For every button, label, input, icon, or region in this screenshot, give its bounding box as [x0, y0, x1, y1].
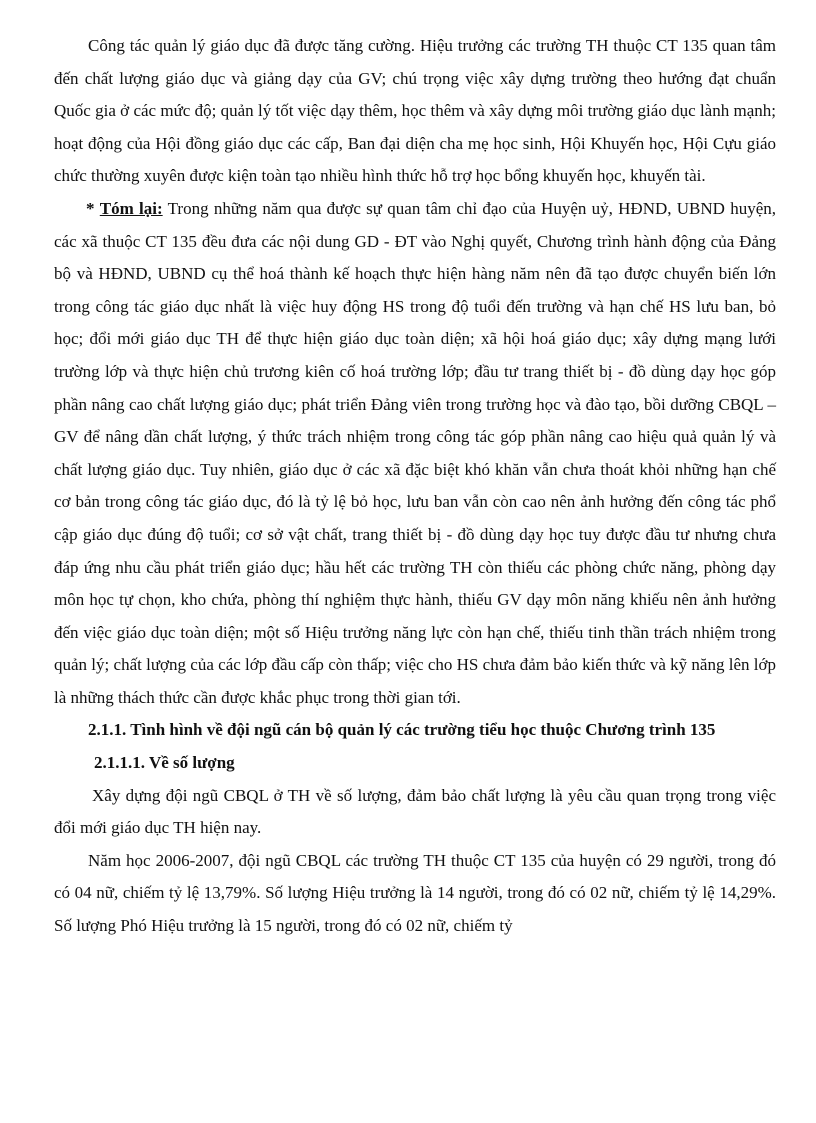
paragraph-summary	[54, 193, 776, 715]
summary-asterisk: *	[86, 198, 95, 218]
summary-lead: Tóm lại:	[99, 198, 163, 218]
paragraph-management: Công tác quản lý giáo dục đã được tăng cường. Hiệu trưởng các trường TH thuộc CT 135 quan tâm đến chất lượng giáo dục và giảng dạy của GV; chú trọng việc xây dựng trường theo hướng đạt chuẩn Quốc gia ở các mức độ; quản lý tốt việc dạy thêm, học thêm và xây dựng môi trường giáo dục lành mạnh; hoạt động của Hội đồng giáo dục các cấp, Ban đại diện cha mẹ học sinh, Hội Khuyến học, Hội Cựu giáo chức thường xuyên được kiện toàn tạo nhiều hình thức hỗ trợ học bổng khuyến học, khuyến tài.	[54, 36, 776, 186]
section-heading-2-1-1: 2.1.1. Tình hình về đội ngũ cán bộ quản lý các trường tiểu học thuộc Chương trình 135	[88, 720, 716, 740]
document-page	[54, 30, 776, 943]
summary-body: Trong những năm qua được sự quan tâm chỉ đạo của Huyện uỷ, HĐND, UBND huyện, các xã thuộc CT 135 đều đưa các nội dung GD - ĐT vào Nghị quyết, Chương trình hành động của Đảng bộ và HĐND, UBND cụ thể hoá thành kế hoạch thực hiện hàng năm nên đã tạo được chuyển biến lớn trong công tác giáo dục nhất là việc huy động HS trong độ tuổi đến trường và hạn chế HS lưu ban, bỏ học; đổi mới giáo dục TH để thực hiện giáo dục toàn diện; xã hội hoá giáo dục; xây dựng mạng lưới trường lớp và thực hiện chủ trương kiên cố hoá trường lớp; đầu tư trang thiết bị - đồ dùng dạy học góp phần nâng cao chất lượng giáo dục; phát triển Đảng viên trong trường học và đào tạo, bồi dưỡng CBQL – GV để nâng dần chất lượng, ý thức trách nhiệm trong công tác góp phần nâng cao hiệu quả quản lý và chất lượng giáo dục. Tuy nhiên, giáo dục ở các xã đặc biệt khó khăn vẫn chưa thoát khỏi những hạn chế cơ bản trong công tác giáo dục, đó là tỷ lệ bỏ học, lưu ban vẫn còn cao nên ảnh hưởng đến công tác phổ cập giáo dục đúng độ tuổi; cơ sở vật chất, trang thiết bị - đồ dùng dạy học tuy được đầu tư nhưng chưa đáp ứng nhu cầu phát triển giáo dục; hầu hết các trường TH còn thiếu các phòng chức năng, phòng dạy môn học tự chọn, kho chứa, phòng thí nghiệm thực hành, thiếu GV dạy môn năng khiếu nên ảnh hưởng đến việc giáo dục toàn diện; một số Hiệu trưởng năng lực còn hạn chế, thiếu tinh thần trách nhiệm trong quản lý; chất lượng của các lớp đầu cấp còn thấp; việc cho HS chưa đảm bảo kiến thức và kỹ năng lên lớp là những thách thức cần được khắc phục trong thời gian tới.	[54, 198, 777, 707]
section-heading-2-1-1-1: 2.1.1.1. Về số lượng	[94, 753, 235, 773]
paragraph-staff-statistics: Năm học 2006-2007, đội ngũ CBQL các trường TH thuộc CT 135 của huyện có 29 người, trong đó có 04 nữ, chiếm tỷ lệ 13,79%. Số lượng Hiệu trưởng là 14 người, trong đó có 02 nữ, chiếm tỷ lệ 14,29%. Số lượng Phó Hiệu trưởng là 15 người, trong đó có 02 nữ, chiếm tỷ	[54, 850, 776, 936]
paragraph-staff-building: Xây dựng đội ngũ CBQL ở TH về số lượng, đảm bảo chất lượng là yêu cầu quan trọng trong việc đổi mới giáo dục TH hiện nay.	[54, 785, 776, 838]
